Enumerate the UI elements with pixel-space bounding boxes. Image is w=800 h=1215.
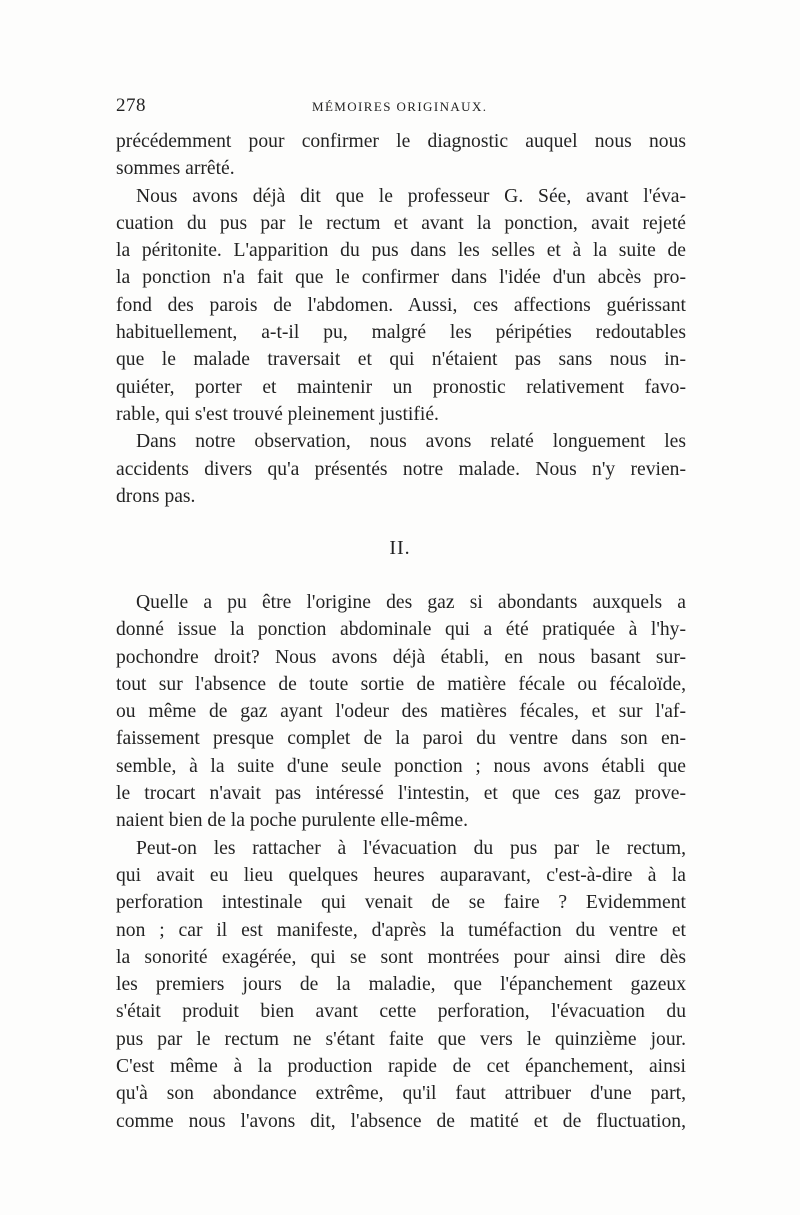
text-block-1 xyxy=(116,128,686,510)
paragraph-start-line: Quelle a pu être l'origine des gaz si abondants auxquels a xyxy=(136,592,686,613)
text-line: quiéter, porter et maintenir un pronostic relativement favo- xyxy=(116,376,686,398)
text-line: précédemment pour confirmer le diagnostic auquel nous nous xyxy=(116,131,686,152)
text-line: faissement presque complet de la paroi du ventre dans son en- xyxy=(116,728,686,750)
text-line: sommes arrêté. xyxy=(116,158,235,180)
text-line: le trocart n'avait pas intéressé l'intestin, et que ces gaz prove- xyxy=(116,783,686,805)
text-line: la ponction n'a fait que le confirmer dans l'idée d'un abcès pro- xyxy=(116,267,686,289)
text-line: non ; car il est manifeste, d'après la tuméfaction du ventre et xyxy=(116,919,686,941)
text-line: la péritonite. L'apparition du pus dans les selles et à la suite de xyxy=(116,240,686,262)
text-line: comme nous l'avons dit, l'absence de matité et de fluctuation, xyxy=(116,1110,686,1132)
text-line: rable, qui s'est trouvé pleinement justifié. xyxy=(116,403,439,425)
paragraph-start-line: Nous avons déjà dit que le professeur G. Sée, avant l'éva- xyxy=(136,185,686,207)
text-line: cuation du pus par le rectum et avant la ponction, avait rejeté xyxy=(116,212,686,234)
text-line: semble, à la suite d'une seule ponction ; nous avons établi que xyxy=(116,755,686,777)
text-line: C'est même à la production rapide de cet épanchement, ainsi xyxy=(116,1056,686,1078)
text-line: qui avait eu lieu quelques heures auparavant, c'est-à-dire à la xyxy=(116,864,686,886)
text-line: habituellement, a-t-il pu, malgré les péripéties redoutables xyxy=(116,322,686,344)
text-line: qu'à son abondance extrême, qu'il faut attribuer d'une part, xyxy=(116,1083,686,1105)
text-block-2 xyxy=(116,589,686,1135)
text-line: pus par le rectum ne s'étant faite que vers le quinzième jour. xyxy=(116,1028,686,1050)
text-line: que le malade traversait et qui n'étaient pas sans nous in- xyxy=(116,349,686,371)
text-line: s'était produit bien avant cette perforation, l'évacuation du xyxy=(116,1001,686,1023)
page-number: 278 xyxy=(116,95,146,116)
text-line: la sonorité exagérée, qui se sont montrées pour ainsi dire dès xyxy=(116,946,686,968)
text-line: perforation intestinale qui venait de se faire ? Evidemment xyxy=(116,892,686,914)
text-line: pochondre droit? Nous avons déjà établi, en nous basant sur- xyxy=(116,646,686,668)
paragraph-start-line: Peut-on les rattacher à l'évacuation du pus par le rectum, xyxy=(136,837,686,859)
text-line: tout sur l'absence de toute sortie de matière fécale ou fécaloïde, xyxy=(116,673,686,695)
text-line: naient bien de la poche purulente elle-même. xyxy=(116,810,468,832)
text-line: donné issue la ponction abdominale qui a été pratiquée à l'hy- xyxy=(116,619,686,641)
text-line: drons pas. xyxy=(116,485,196,507)
paragraph-start-line: Dans notre observation, nous avons relaté longuement les xyxy=(136,431,686,453)
section-heading: II. xyxy=(389,537,411,559)
text-line: les premiers jours de la maladie, que l'épanchement gazeux xyxy=(116,974,686,996)
running-header xyxy=(116,95,686,125)
running-title: MÉMOIRES ORIGINAUX. xyxy=(312,99,488,114)
text-line: accidents divers qu'a présentés notre malade. Nous n'y revien- xyxy=(116,458,686,480)
text-line: fond des parois de l'abdomen. Aussi, ces affections guérissant xyxy=(116,294,686,316)
text-line: ou même de gaz ayant l'odeur des matières fécales, et sur l'af- xyxy=(116,701,686,723)
